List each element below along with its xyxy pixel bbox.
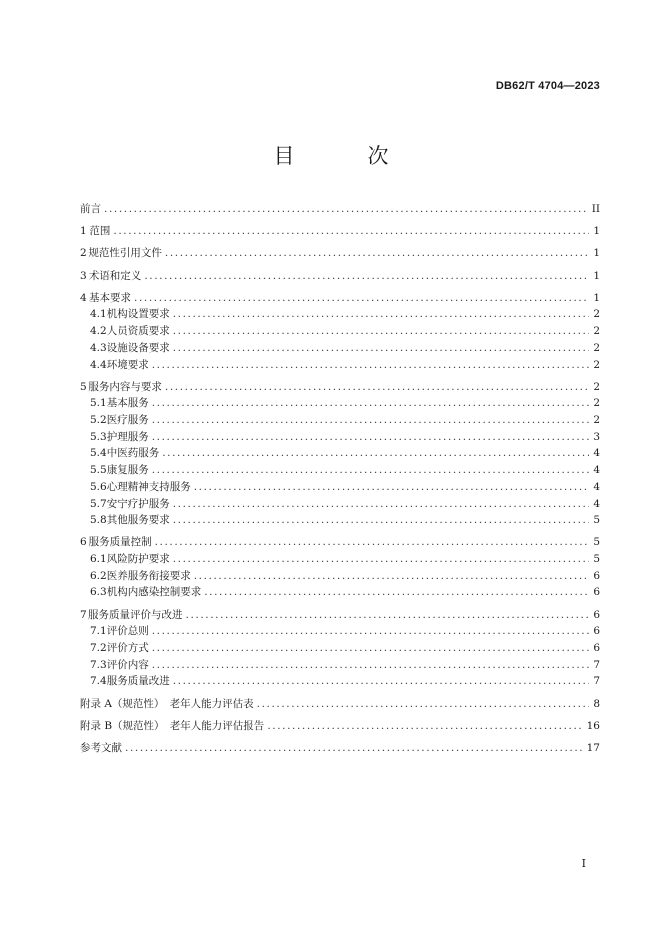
toc-entry-number: 5.4	[90, 447, 107, 460]
toc-dot-leader	[173, 551, 589, 568]
toc-dot-leader	[173, 512, 589, 529]
toc-entry[interactable]	[80, 306, 600, 323]
toc-entry-page: II	[591, 203, 600, 215]
toc-entry-number: 7.4	[90, 675, 107, 688]
toc-entry-page: 2	[593, 358, 600, 371]
toc-entry-number: 6	[80, 536, 87, 549]
toc-entry[interactable]	[80, 657, 600, 674]
toc-entry-page: 4	[593, 497, 600, 510]
toc-entry-page: 2	[593, 380, 600, 393]
toc-entry-number: 5.2	[90, 414, 107, 427]
toc-entry[interactable]	[80, 534, 600, 551]
toc-entry[interactable]	[80, 696, 600, 713]
toc-entry[interactable]	[80, 379, 600, 396]
toc-dot-leader	[165, 379, 589, 396]
toc-dot-leader	[152, 395, 589, 412]
toc-entry[interactable]	[80, 245, 600, 262]
toc-dot-leader	[152, 462, 589, 479]
toc-entry-number: 6.1	[90, 553, 107, 566]
toc-entry-label: 评价总则	[106, 625, 149, 638]
toc-entry-label: 机构内感染控制要求	[106, 586, 202, 599]
toc-dot-leader	[267, 718, 583, 735]
toc-dot-leader	[204, 584, 589, 601]
toc-entry-page: 6	[593, 586, 600, 599]
toc-entry[interactable]	[80, 479, 600, 496]
toc-entry-label: 设施设备要求	[106, 341, 170, 354]
toc-entry-label: 护理服务	[106, 430, 149, 443]
toc-entry-number: 5.7	[90, 497, 107, 510]
toc-entry[interactable]	[80, 290, 600, 307]
toc-entry-label: 其他服务要求	[106, 514, 170, 527]
toc-dot-leader	[173, 340, 589, 357]
toc-entry-number: 3	[80, 269, 87, 282]
toc-entry[interactable]	[80, 512, 600, 529]
toc-entry[interactable]	[80, 412, 600, 429]
toc-entry-label: 机构设置要求	[106, 308, 170, 321]
toc-entry[interactable]	[80, 623, 600, 640]
toc-entry[interactable]	[80, 640, 600, 657]
toc-entry-label: 规范性引用文件	[88, 247, 162, 260]
toc-entry-page: 2	[593, 325, 600, 338]
toc-entry-page: 1	[593, 269, 600, 282]
toc-entry[interactable]	[80, 201, 600, 218]
toc-entry-page: 5	[593, 553, 600, 566]
toc-entry-page: 1	[593, 291, 600, 304]
toc-entry-number: 2	[80, 247, 87, 260]
toc-entry-page: 7	[593, 658, 600, 671]
toc-dot-leader	[165, 245, 589, 262]
toc-entry-page: 5	[593, 514, 600, 527]
toc-entry-label: 心理精神支持服务	[106, 480, 191, 493]
toc-entry-page: 4	[593, 480, 600, 493]
toc-entry-label: 术语和定义	[88, 269, 142, 282]
toc-entry-number: 5.8	[90, 514, 107, 527]
toc-entry-label: 医疗服务	[106, 414, 149, 427]
toc-entry-number: 4.4	[90, 358, 107, 371]
toc-entry-label: 人员资质要求	[106, 325, 170, 338]
toc-entry[interactable]	[80, 551, 600, 568]
toc-entry-number: 6.2	[90, 569, 107, 582]
toc-entry-page: 6	[593, 569, 600, 582]
toc-entry-number: 5.5	[90, 464, 107, 477]
toc-entry-label: 医养服务衔接要求	[106, 569, 191, 582]
toc-dot-leader	[113, 223, 589, 240]
toc-dot-leader	[155, 534, 589, 551]
toc-entry-page: 1	[593, 247, 600, 260]
toc-entry-page: 16	[586, 719, 600, 732]
toc-entry-number: 4.2	[90, 325, 107, 338]
toc-entry[interactable]	[80, 268, 600, 285]
footer-page-number: I	[581, 857, 586, 870]
document-code: DB62/T 4704—2023	[495, 80, 600, 92]
toc-entry-label: 评价内容	[106, 658, 149, 671]
toc-entry[interactable]	[80, 395, 600, 412]
toc-entry-label: 风险防护要求	[106, 553, 170, 566]
toc-entry[interactable]	[80, 496, 600, 513]
toc-entry[interactable]	[80, 445, 600, 462]
toc-entry-number: 7.1	[90, 625, 107, 638]
table-of-contents	[80, 201, 600, 757]
toc-entry-page: 2	[593, 308, 600, 321]
toc-entry-number: 1	[80, 225, 87, 238]
toc-entry-label: 服务质量评价与改进	[88, 608, 183, 621]
toc-dot-leader	[152, 357, 589, 374]
toc-entry[interactable]	[80, 429, 600, 446]
toc-dot-leader	[173, 673, 589, 690]
toc-dot-leader	[162, 445, 589, 462]
toc-entry-number: 7.3	[90, 658, 107, 671]
toc-dot-leader	[152, 657, 589, 674]
page-title: 目 次	[273, 144, 415, 168]
toc-dot-leader	[125, 740, 584, 757]
toc-entry-page: 2	[593, 414, 600, 427]
toc-entry-number: 4.3	[90, 341, 107, 354]
toc-entry-label: 前言	[80, 203, 101, 215]
toc-dot-leader	[134, 290, 589, 307]
toc-entry-label: 参考文献	[80, 741, 122, 754]
toc-entry-page: 2	[593, 341, 600, 354]
toc-entry-number: 4.1	[90, 308, 107, 321]
toc-dot-leader	[186, 607, 590, 624]
toc-entry[interactable]	[80, 223, 600, 240]
toc-entry-number: 5	[80, 380, 87, 393]
toc-entry-label: 中医药服务	[106, 447, 160, 460]
toc-entry-page: 4	[593, 447, 600, 460]
toc-entry-label: 范围	[89, 225, 111, 238]
toc-dot-leader	[194, 568, 589, 585]
toc-entry[interactable]	[80, 584, 600, 601]
toc-entry-number: 6.3	[90, 586, 107, 599]
toc-entry[interactable]	[80, 323, 600, 340]
toc-entry-page: 17	[586, 741, 600, 754]
toc-entry-label: 康复服务	[106, 464, 149, 477]
toc-entry-label: 基本服务	[106, 397, 149, 410]
toc-entry[interactable]	[80, 340, 600, 357]
toc-dot-leader	[152, 429, 589, 446]
toc-entry-page: 6	[593, 642, 600, 654]
toc-dot-leader	[104, 201, 589, 218]
toc-entry[interactable]	[80, 673, 600, 690]
toc-dot-leader	[152, 623, 589, 640]
toc-entry[interactable]	[80, 568, 600, 585]
toc-entry-page: 4	[593, 464, 600, 477]
toc-entry-page: 1	[593, 225, 600, 238]
toc-entry-number: 7	[80, 608, 87, 621]
toc-entry-number: 7.2	[90, 642, 107, 654]
toc-entry-page: 7	[593, 675, 600, 688]
toc-entry-label: 附录 B（规范性） 老年人能力评估报告	[80, 719, 265, 732]
toc-entry[interactable]	[80, 462, 600, 479]
toc-entry-page: 3	[593, 430, 600, 443]
toc-entry-label: 服务质量改进	[106, 675, 170, 688]
toc-entry[interactable]	[80, 357, 600, 374]
toc-entry-number: 5.3	[90, 430, 107, 443]
toc-entry-label: 评价方式	[106, 642, 149, 654]
toc-entry-label: 服务内容与要求	[88, 380, 162, 393]
toc-entry-label: 安宁疗护服务	[106, 497, 170, 510]
toc-entry[interactable]	[80, 718, 600, 735]
toc-dot-leader	[173, 496, 589, 513]
toc-entry-page: 6	[593, 625, 600, 638]
toc-entry-number: 5.1	[90, 397, 107, 410]
toc-dot-leader	[257, 696, 589, 713]
toc-entry-number: 4	[80, 291, 87, 304]
toc-dot-leader	[194, 479, 589, 496]
toc-entry[interactable]	[80, 740, 600, 757]
toc-entry-page: 6	[593, 608, 600, 621]
toc-entry-label: 环境要求	[106, 358, 149, 371]
toc-entry-number: 5.6	[90, 480, 107, 493]
toc-entry-page: 5	[593, 536, 600, 549]
toc-entry-label: 服务质量控制	[88, 536, 152, 549]
toc-dot-leader	[173, 306, 589, 323]
toc-dot-leader	[152, 412, 589, 429]
toc-entry-label: 附录 A（规范性） 老年人能力评估表	[80, 697, 254, 710]
toc-dot-leader	[173, 323, 589, 340]
toc-dot-leader	[144, 268, 589, 285]
toc-entry-label: 基本要求	[89, 291, 132, 304]
toc-entry-page: 2	[593, 397, 600, 410]
toc-entry[interactable]	[80, 607, 600, 624]
toc-dot-leader	[152, 640, 589, 657]
toc-entry-page: 8	[593, 697, 600, 710]
